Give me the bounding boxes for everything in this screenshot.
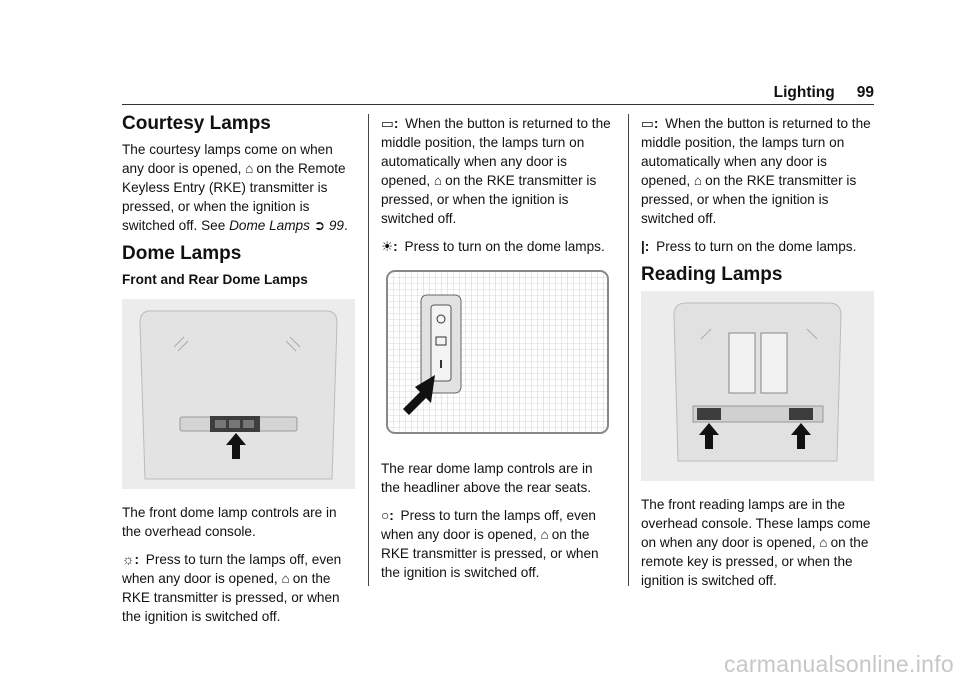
rear-dome-paragraph: The rear dome lamp controls are in the headliner above the rear seats. [381,461,593,495]
running-header [774,84,874,102]
column-1 [122,114,355,635]
page-number: 99 [856,84,874,101]
power-off-icon: ○: [381,508,394,523]
header-rule [122,104,874,105]
courtesy-paragraph: The courtesy lamps come on when any door is opened, ⌂ on the Remote Keyless Entry (RKE) transmitter is pressed, or when the ignition is switched off. See Dome Lamps ➲ 99. [122,142,348,233]
door-lamp-icon: ▭: [381,116,399,131]
reading-lamp-figure [641,291,874,481]
unlock-key-icon: ⌂ [281,571,290,586]
heading-courtesy-lamps: Courtesy Lamps [122,113,271,134]
door-position-paragraph: ▭: When the button is returned to the middle position, the lamps turn on automatically when any door is opened, ⌂ on the RKE transmitter is pressed, or when the ignition is switched off. [381,116,611,226]
rear-off-paragraph: ○: Press to turn the lamps off, even when any door is opened, ⌂ on the RKE transmitter is pressed, or when the ignition is switched off. [381,508,599,580]
column-2 [381,114,614,591]
door-lamp-icon: ▭: [641,116,659,131]
unlock-key-icon: ⌂ [819,535,828,550]
watermark: carmanualsonline.info [723,651,954,677]
power-on-icon: |: [641,239,650,254]
page-ref-icon: ➲ [313,218,326,233]
rear-dome-on-paragraph: |: Press to turn on the dome lamps. [641,239,857,254]
rear-door-position-paragraph: ▭: When the button is returned to the middle position, the lamps turn on automatically when any door is opened, ⌂ on the RKE transmitter is pressed, or when the ignition is switched off. [641,116,871,226]
front-dome-lamp-figure [122,299,355,489]
heading-dome-lamps: Dome Lamps [122,243,242,264]
unlock-key-icon: ⌂ [540,527,549,542]
unlock-key-icon: ⌂ [433,173,443,188]
dome-on-paragraph: ☀: Press to turn on the dome lamps. [381,239,605,254]
subheading-front-rear: Front and Rear Dome Lamps [122,272,308,287]
unlock-key-icon: ⌂ [245,161,254,176]
unlock-key-icon: ⌂ [693,173,703,188]
column-3 [641,114,874,599]
heading-reading-lamps: Reading Lamps [641,264,783,285]
column-divider [368,114,369,586]
front-dome-paragraph: The front dome lamp controls are in the overhead console. [122,505,337,539]
cross-reference[interactable]: Dome Lamps [229,218,310,233]
dome-off-paragraph: ☼: Press to turn the lamps off, even when any door is opened, ⌂ on the RKE transmitter is pressed, or when the ignition is switched off. [122,552,342,624]
column-divider [628,114,629,586]
rear-dome-lamp-figure [381,265,614,445]
dome-on-icon: ☀: [381,239,398,254]
reading-lamps-paragraph: The front reading lamps are in the overhead console. These lamps come on when any door is opened, ⌂ on the remote key is pressed, or when the ignition is switched off. [641,497,871,588]
section-title: Lighting [773,84,835,101]
cross-reference-page[interactable]: 99 [328,218,344,233]
dome-off-icon: ☼: [122,552,139,567]
